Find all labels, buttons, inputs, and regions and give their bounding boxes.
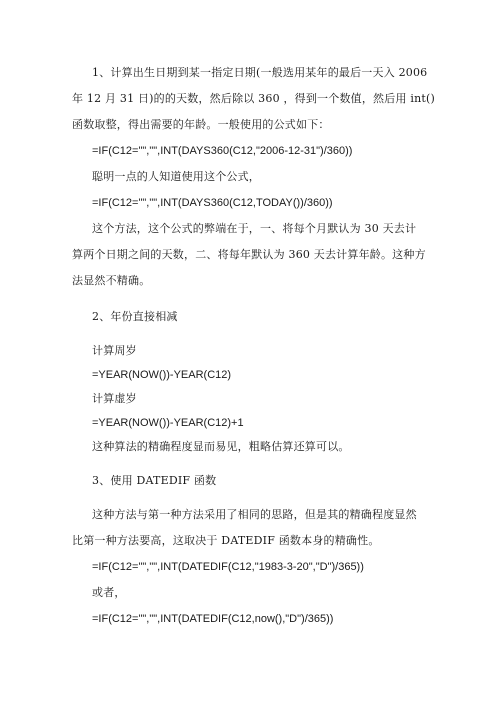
paragraph-1-line-3: 函数取整，得出需要的年龄。一般使用的公式如下： <box>72 118 330 131</box>
paragraph-drawback-line-1: 这个方法，这个公式的弊端在于，一、将每个月默认为 30 天去计 <box>92 222 417 235</box>
section-heading-3: 3、使用 DATEDIF 函数 <box>92 474 217 487</box>
paragraph-drawback-line-2: 算两个日期之间的天数，二、将每年默认为 360 天去计算年龄。这种方 <box>72 248 426 261</box>
formula-days360-fixed-date: =IF(C12="","",INT(DAYS360(C12,"2006-12-31")/360)) <box>92 145 353 157</box>
formula-datedif-fixed-date: =IF(C12="","",INT(DATEDIF(C12,"1983-3-20","D")/365)) <box>92 561 364 573</box>
label-full-age: 计算周岁 <box>92 344 137 357</box>
formula-days360-today: =IF(C12="","",INT(DAYS360(C12,TODAY())/360)) <box>92 197 333 209</box>
paragraph-1-line-2: 年 12 月 31 日)的的天数，然后除以 360 ，得到一个数值，然后用 int() <box>72 92 435 105</box>
paragraph-1-line-1: 1、计算出生日期到某一指定日期(一般选用某年的最后一天入 2006 <box>92 66 428 79</box>
paragraph-datedif-line-2: 比第一种方法要高，这取决于 DATEDIF 函数本身的精确性。 <box>72 534 380 547</box>
paragraph-datedif-line-1: 这种方法与第一种方法采用了相同的思路，但是其的精确程度显然 <box>92 508 417 521</box>
label-nominal-age: 计算虚岁 <box>92 392 137 405</box>
paragraph-year-diff-note: 这种算法的精确程度显而易见，粗略估算还算可以。 <box>92 440 350 453</box>
formula-year-diff-plus-one: =YEAR(NOW())-YEAR(C12)+1 <box>92 417 244 429</box>
formula-year-diff: =YEAR(NOW())-YEAR(C12) <box>92 369 232 381</box>
paragraph-smart-formula-intro: 聪明一点的人知道使用这个公式， <box>92 170 260 183</box>
formula-datedif-now: =IF(C12="","",INT(DATEDIF(C12,now(),"D")/365)) <box>92 613 334 625</box>
paragraph-drawback-line-3: 法显然不精确。 <box>72 274 151 287</box>
section-heading-2: 2、年份直接相减 <box>92 310 178 323</box>
paragraph-or: 或者， <box>92 586 126 599</box>
